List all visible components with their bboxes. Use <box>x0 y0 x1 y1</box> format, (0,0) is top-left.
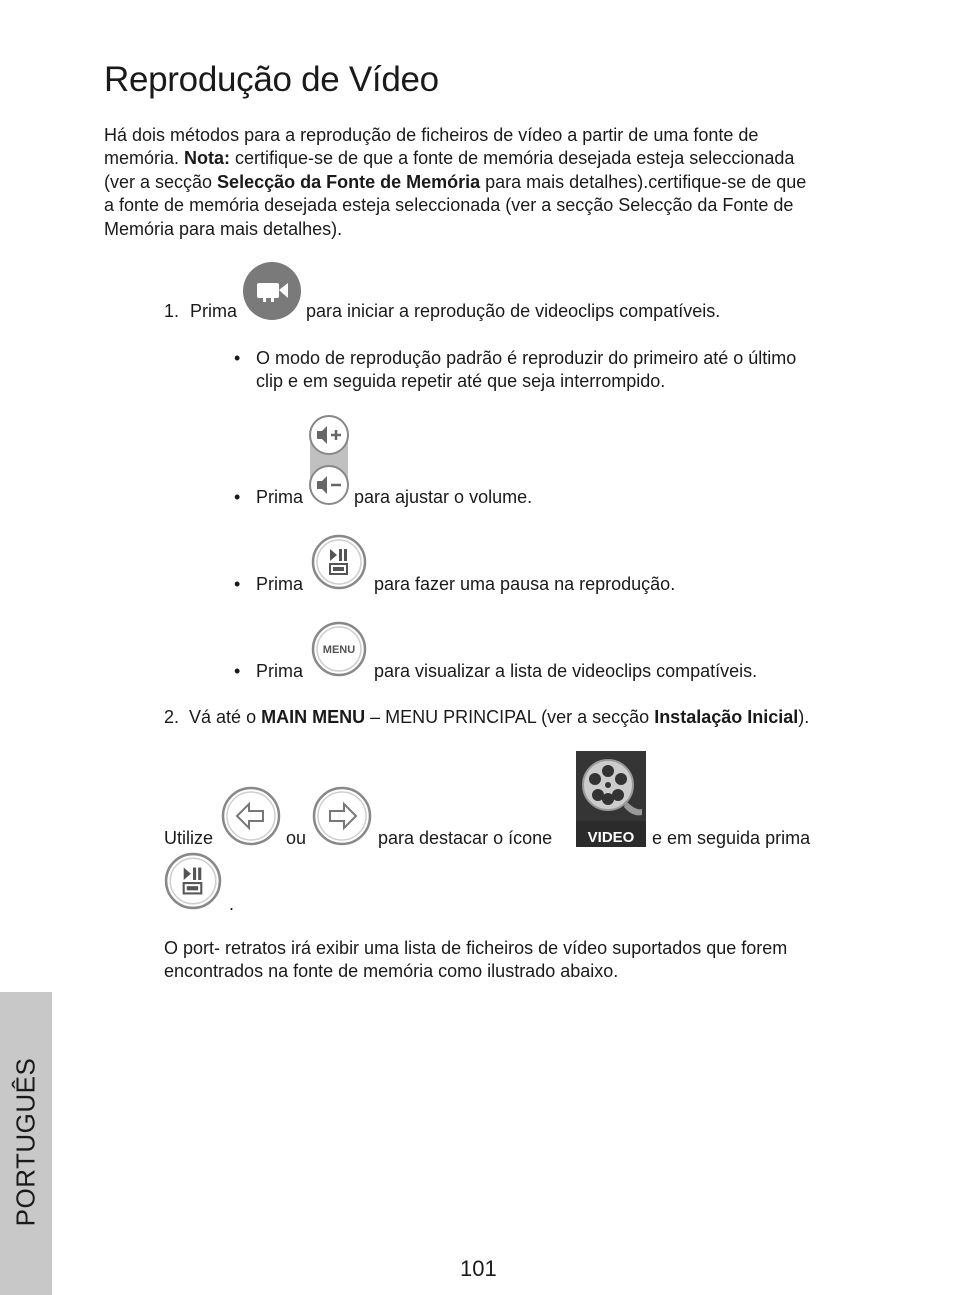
language-label: PORTUGUÊS <box>10 1057 41 1227</box>
step-2: 2. Vá até o MAIN MENU – MENU PRINCIPAL (ver a secção Instalação Inicial). <box>164 707 810 727</box>
volume-buttons-icon <box>308 414 350 506</box>
page-number: 101 <box>460 1256 497 1281</box>
ou-label: ou <box>286 828 307 848</box>
destacar-text: para destacar o ícone <box>378 828 553 848</box>
section-reference: Selecção da Fonte de Memória <box>217 171 481 192</box>
intro-paragraph: Há dois métodos para a reprodução de ficheiros de vídeo a partir de uma fonte de memória. Nota: certifique-se de que a fonte de memória desejada esteja seleccionada (ver a secção Selecção da Fonte de Memória para mais detalhes).certifique-se de que a fonte de memória desejada esteja seleccionada (ver a secção Selecção da Fonte de Memória para mais detalhes). <box>104 125 807 239</box>
bullet-menu-text: para visualizar a lista de videoclips compatíveis. <box>374 661 758 681</box>
step-1-text: para iniciar a reprodução de videoclips compatíveis. <box>306 301 721 321</box>
intro-line: Há dois métodos para a reprodução de ficheiros de vídeo a partir de uma fonte de <box>104 125 759 145</box>
page-title: Reprodução de Vídeo <box>104 60 439 99</box>
section-reference: Instalação Inicial <box>654 707 799 727</box>
bullet-volume: • Prima <box>234 487 304 507</box>
bullet-default-mode: • O modo de reprodução padrão é reproduzir do primeiro até o último clip e em seguida repetir até que seja interrompido. <box>234 348 797 392</box>
step-1-number: 1. <box>164 301 180 321</box>
bullet-pause: • Prima <box>234 574 304 594</box>
play-pause-icon <box>164 852 222 910</box>
note-label: Nota: <box>184 148 231 169</box>
film-reel-icon <box>576 751 646 847</box>
menu-button-label: MENU <box>322 644 356 656</box>
closing-paragraph: O port- retratos irá exibir uma lista de ficheiros de vídeo suportados que forem encontrados na fonte de memória como ilustrado abaixo. <box>164 938 788 982</box>
em-seguida-text: e em seguida prima <box>652 828 811 848</box>
step-2-period: . <box>229 894 235 914</box>
video-camera-icon <box>242 261 302 321</box>
play-pause-icon <box>311 534 367 590</box>
utilize-label: Utilize <box>164 828 214 848</box>
left-arrow-icon <box>221 786 281 846</box>
bullet-menu: • Prima <box>234 661 304 681</box>
bullet-volume-text: para ajustar o volume. <box>354 487 533 507</box>
video-icon-label: VIDEO <box>587 829 635 846</box>
right-arrow-icon <box>312 786 372 846</box>
menu-icon <box>311 621 367 677</box>
bullet-pause-text: para fazer uma pausa na reprodução. <box>374 574 676 594</box>
step-1-prima: Prima <box>190 301 238 321</box>
step-2-number: 2. <box>164 707 180 727</box>
main-menu-label: MAIN MENU <box>261 707 366 727</box>
